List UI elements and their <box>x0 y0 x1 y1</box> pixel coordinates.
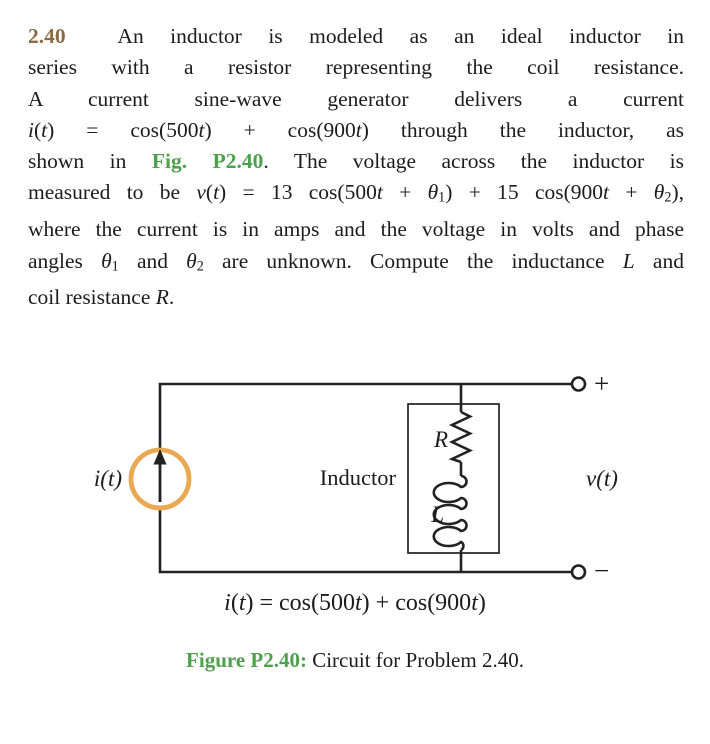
text-segment: ( <box>230 590 239 616</box>
text-segment: . <box>168 285 175 310</box>
resistor-label: R <box>433 427 448 452</box>
text-segment: L <box>622 248 635 273</box>
current-source-label: i(t) <box>93 466 122 491</box>
text-segment: shown in <box>28 149 152 174</box>
text-segment: ( <box>205 180 214 205</box>
text-segment: 1 <box>438 190 446 207</box>
inductor-box-label: Inductor <box>319 465 396 490</box>
text-segment: angles <box>28 248 102 273</box>
source-equation <box>0 590 710 617</box>
text-segment: + <box>609 180 654 205</box>
minus-sign: − <box>594 555 610 586</box>
text-segment: coil resistance <box>28 285 156 310</box>
plus-sign: + <box>594 368 610 399</box>
text-segment: 1 <box>111 258 119 275</box>
text-segment: t <box>41 117 48 142</box>
terminal-negative <box>572 566 585 579</box>
text-segment: ) through the inductor, as <box>361 117 685 142</box>
text-segment: + <box>382 180 428 205</box>
voltage-label: v(t) <box>586 466 618 491</box>
text-segment: t <box>238 590 246 616</box>
text-segment: Circuit for Problem 2.40. <box>306 648 524 672</box>
text-segment: θ <box>186 248 197 273</box>
text-segment: ( <box>33 117 42 142</box>
text-segment: ) = cos(500 <box>245 590 355 616</box>
text-segment: t <box>376 180 383 205</box>
text-segment: 2.40 <box>28 24 66 48</box>
text-segment: ) <box>477 590 486 616</box>
text-segment: θ <box>653 180 665 205</box>
text-segment: ) = 13 cos(500 <box>219 180 377 205</box>
text-segment: An inductor is modeled as an ideal inductor in <box>65 24 684 48</box>
resistor-symbol <box>452 412 470 462</box>
text-segment: θ <box>101 248 112 273</box>
text-segment: v <box>196 180 206 205</box>
text-segment: series with a resistor representing the coil resistance. <box>28 55 684 80</box>
text-segment: 2 <box>196 258 204 275</box>
text-segment: t <box>603 180 610 205</box>
text-segment: ) + cos(900 <box>361 590 472 616</box>
text-segment: and <box>118 248 187 273</box>
text-segment: t <box>213 180 220 205</box>
text-segment: θ <box>427 180 439 205</box>
text-segment: t <box>355 590 362 616</box>
text-segment: measured to be <box>28 180 197 205</box>
text-segment: ), <box>671 180 684 205</box>
text-segment: i <box>224 590 231 616</box>
text-segment: A current sine-wave generator delivers a current <box>28 86 684 111</box>
text-segment: ) + cos(900 <box>204 117 356 142</box>
text-segment: i <box>28 117 34 142</box>
bottom-wire <box>160 508 571 572</box>
text-segment: 2 <box>664 190 672 207</box>
inductor-label: L <box>431 502 444 527</box>
text-segment: t <box>198 117 205 142</box>
text-segment: and <box>634 248 684 273</box>
text-segment: Figure P2.40: <box>186 648 307 672</box>
text-segment: where the current is in amps and the voltage in volts and phase <box>28 217 684 242</box>
terminal-positive <box>572 378 585 391</box>
text-segment: R <box>155 285 169 310</box>
top-wire <box>160 384 571 450</box>
text-segment: ) = cos(500 <box>47 117 199 142</box>
text-segment: t <box>355 117 362 142</box>
text-segment: Fig. P2.40 <box>151 149 264 174</box>
text-segment: t <box>471 590 478 616</box>
text-segment: . The voltage across the inductor is <box>263 149 684 174</box>
text-segment: ) + 15 cos(900 <box>445 180 604 205</box>
figure-caption <box>0 648 710 673</box>
text-segment: are unknown. Compute the inductance <box>203 248 623 273</box>
